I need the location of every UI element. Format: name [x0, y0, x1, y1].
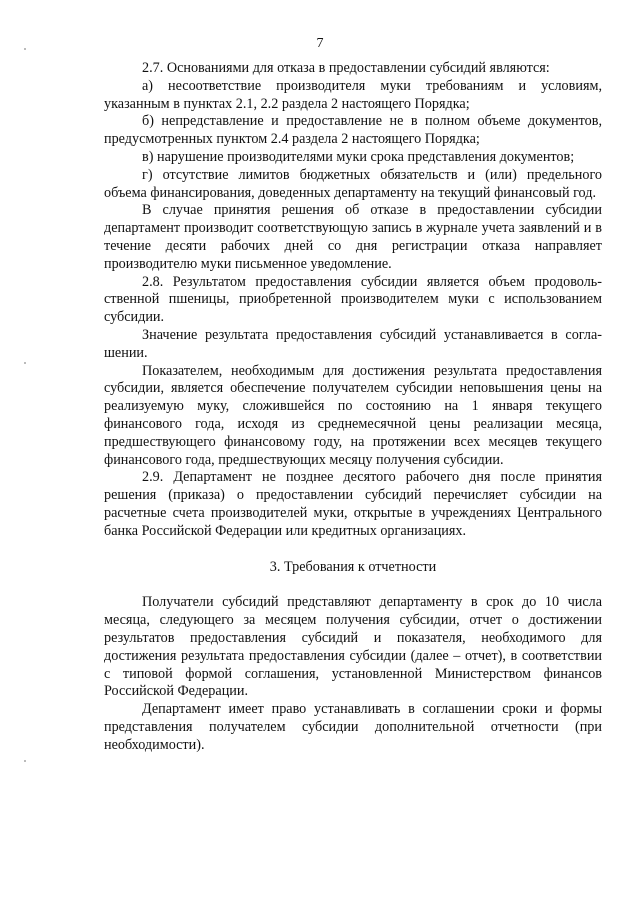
paragraph-3-reporting: Получатели субсидий представляют департаменту в срок до 10 числа месяца, следующего за месяцем получения субсидии, отчет о достижении результатов предоставления субсидий и показателя, необходимого для достижения результата предоставления субсидии (далее – отчет), в соответствии с типовой формой соглашения, установленной Министерством финансов Российской Федерации.	[104, 594, 602, 700]
paragraph-2-7-intro: 2.7. Основаниями для отказа в предоставлении субсидий являются:	[142, 60, 550, 76]
paragraph-3-additional: Департамент имеет право устанавливать в соглашении сроки и формы представления получателем субсидии дополнительной отчетности (при необходимости).	[104, 701, 602, 753]
paragraph-2-9-transfer: 2.9. Департамент не позднее десятого рабочего дня после принятия решения (приказа) о предоставлении субсидий перечисляет субсидии на расчетные счета производителей муки, открытые в учреждениях Центрального банка Российской Федерации или кредитных организациях.	[104, 469, 602, 539]
page-number: 7	[316, 36, 324, 51]
scan-speck	[24, 362, 26, 364]
paragraph-2-8-result: 2.8. Результатом предоставления субсидии является объем продовольственной пшеницы, приобретенной производителем муки с использованием субсидии.	[104, 273, 602, 326]
paragraph-2-7-item-g: г) отсутствие лимитов бюджетных обязательств и (или) предельного объема финансирования, доведенных департаменту на текущий финансовый год.	[104, 166, 602, 201]
document-body	[104, 60, 602, 754]
scan-speck	[24, 760, 26, 762]
paragraph-2-8-agreement: Значение результата предоставления субсидий устанавливается в соглашении.	[104, 326, 602, 361]
paragraph-2-7-item-b: б) непредставление и предоставление не в полном объеме документов, предусмотренных пунктом 2.4 раздела 2 настоящего Порядка;	[104, 113, 602, 148]
section-heading: 3. Требования к отчетности	[269, 558, 437, 575]
paragraph-2-7-item-a: а) несоответствие производителя муки требованиям и условиям, указанным в пунктах 2.1, 2.2 раздела 2 настоящего Порядка;	[104, 77, 602, 112]
paragraph-2-7-item-v: в) нарушение производителями муки срока представления документов;	[142, 148, 575, 165]
paragraph-2-7-refusal: В случае принятия решения об отказе в предоставлении субсидии департамент производит соответствующую запись в журнале учета заявлений и в течение десяти рабочих дней со дня регистрации отказа направляет производителю муки письменное уведомление.	[104, 202, 602, 272]
scan-speck	[24, 48, 26, 50]
paragraph-2-8-indicator: Показателем, необходимым для достижения результата предоставления субсидии, является обеспечение получателем субсидии неповышения цены на реализуемую муку, сложившейся по состоянию на 1 января текущего финансового года, исходя из среднемесячной цены реализации месяца, предшествующего финансовому году, на протяжении всех месяцев текущего финансового года, предшествующих месяцу получения субсидии.	[104, 362, 602, 468]
